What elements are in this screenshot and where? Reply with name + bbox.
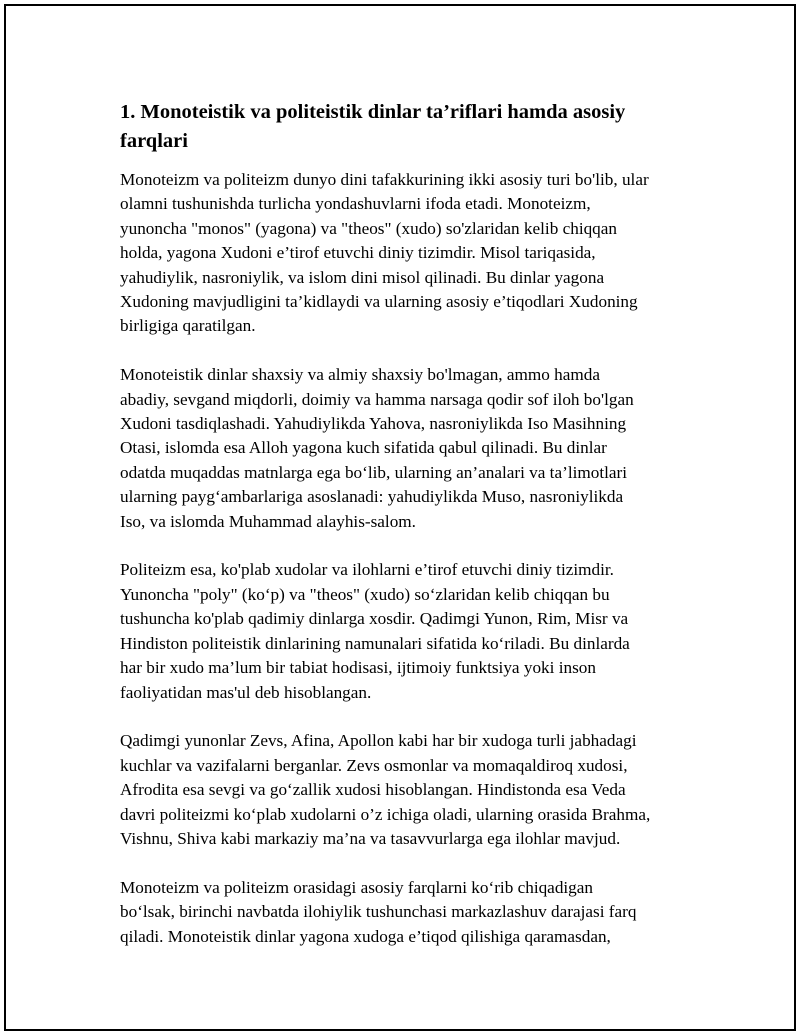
heading-line: 1. Monoteistik va politeistik dinlar ta’riflari hamda asosiy (120, 101, 626, 123)
text-line: tushuncha ko'plab qadimiy dinlarga xosdir. Qadimgi Yunon, Rim, Misr va (120, 609, 629, 629)
text-line: abadiy, sevgand miqdorli, doimiy va hamma narsaga qodir sof iloh bo'lgan (120, 389, 634, 409)
text-line: Monoteizm va politeizm dunyo dini tafakkurining ikki asosiy turi bo'lib, ular (120, 170, 649, 189)
document-body (120, 98, 700, 973)
heading-line: farqlari (120, 130, 188, 152)
text-line: olamni tushunishda turlicha yondashuvlarni ifoda etadi. Monoteizm, (120, 194, 591, 214)
page-frame (4, 4, 796, 1031)
text-line: Hindiston politeistik dinlarining namunalari sifatida ko‘riladi. Bu dinlarda (120, 633, 630, 653)
text-line: Qadimgi yunonlar Zevs, Afina, Apollon kabi har bir xudoga turli jabhadagi (120, 731, 637, 751)
text-line: Yunoncha "poly" (ko‘p) va "theos" (xudo) so‘zlaridan kelib chiqqan bu (120, 584, 610, 604)
paragraph-1 (120, 168, 700, 339)
text-line: har bir xudo ma’lum bir tabiat hodisasi, ijtimoiy funktsiya yoki inson (120, 658, 596, 678)
text-line: holda, yagona Xudoni e’tirof etuvchi diniy tizimdir. Misol tariqasida, (120, 243, 596, 263)
section-heading (120, 98, 700, 156)
text-line: odatda muqaddas matnlarga ega bo‘lib, ularning an’analari va ta’limotlari (120, 462, 628, 482)
paragraph-5 (120, 876, 700, 949)
text-line: birligiga qaratilgan. (120, 316, 256, 336)
text-line: ularning payg‘ambarlariga asoslanadi: yahudiylikda Muso, nasroniylikda (120, 487, 624, 507)
text-line: qiladi. Monoteistik dinlar yagona xudoga e’tiqod qilishiga qaramasdan, (120, 926, 611, 946)
text-line: Xudoni tasdiqlashadi. Yahudiylikda Yahova, nasroniylikda Iso Masihning (120, 414, 627, 434)
text-line: Otasi, islomda esa Alloh yagona kuch sifatida qabul qilinadi. Bu dinlar (120, 438, 607, 458)
text-line: Monoteistik dinlar shaxsiy va almiy shaxsiy bo'lmagan, ammo hamda (120, 365, 600, 385)
text-line: Iso, va islomda Muhammad alayhis-salom. (120, 511, 416, 531)
text-line: Politeizm esa, ko'plab xudolar va ilohlarni e’tirof etuvchi diniy tizimdir. (120, 560, 614, 580)
text-line: kuchlar va vazifalarni berganlar. Zevs osmonlar va momaqaldiroq xudosi, (120, 755, 628, 775)
paragraph-4 (120, 729, 700, 851)
text-line: faoliyatidan mas'ul deb hisoblangan. (120, 682, 372, 702)
text-line: yunoncha "monos" (yagona) va "theos" (xudo) so'zlaridan kelib chiqqan (120, 218, 618, 238)
text-line: davri politeizmi ko‘plab xudolarni o’z ichiga oladi, ularning orasida Brahma, (120, 804, 651, 824)
paragraph-3 (120, 558, 700, 704)
text-line: Afrodita esa sevgi va go‘zallik xudosi hisoblangan. Hindistonda esa Veda (120, 780, 626, 800)
text-line: Xudoning mavjudligini ta’kidlaydi va ularning asosiy e’tiqodlari Xudoning (120, 292, 638, 312)
paragraph-2 (120, 363, 700, 534)
text-line: Vishnu, Shiva kabi markaziy ma’na va tasavvurlarga ega ilohlar mavjud. (120, 828, 621, 848)
text-line: Monoteizm va politeizm orasidagi asosiy farqlarni ko‘rib chiqadigan (120, 877, 594, 897)
text-line: bo‘lsak, birinchi navbatda ilohiylik tushunchasi markazlashuv darajasi farq (120, 902, 637, 922)
text-line: yahudiylik, nasroniylik, va islom dini misol qilinadi. Bu dinlar yagona (120, 267, 605, 287)
